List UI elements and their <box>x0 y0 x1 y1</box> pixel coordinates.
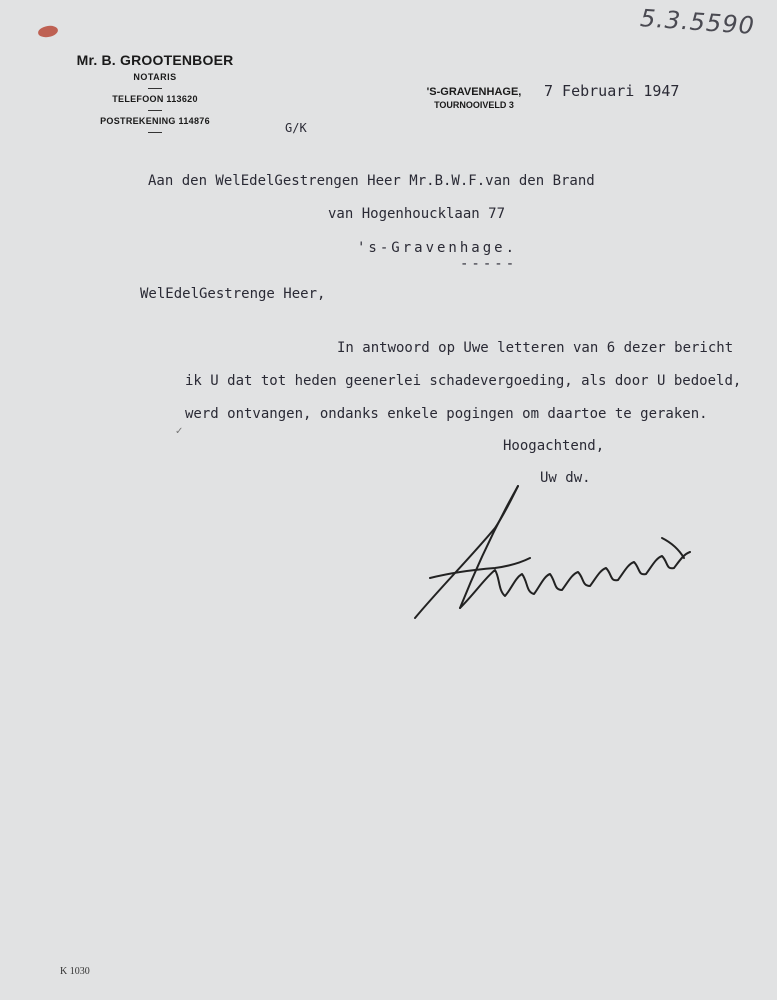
letterhead <box>60 52 250 138</box>
letterhead-city: 'S-GRAVENHAGE, <box>426 86 522 98</box>
phone-number: TELEFOON 113620 <box>112 94 198 104</box>
archive-number: 5.3.5590 <box>639 4 756 40</box>
divider <box>148 88 162 89</box>
addressee-line-2: van Hogenhoucklaan 77 <box>328 206 506 222</box>
addressee-underline: ----- <box>460 256 518 272</box>
divider <box>148 132 162 133</box>
notary-title: NOTARIS <box>133 72 177 82</box>
notary-name: Mr. B. GROOTENBOER <box>76 52 234 68</box>
body-line-2: ik U dat tot heden geenerlei schadevergoeding, als door U bedoeld, <box>185 373 742 389</box>
form-code: K 1030 <box>60 966 90 977</box>
sign-off: Uw dw. <box>540 470 591 486</box>
handwritten-signature <box>400 478 700 628</box>
divider <box>148 110 162 111</box>
body-line-3: werd ontvangen, ondanks enkele pogingen om daartoe te geraken. <box>185 406 708 422</box>
addressee-line-3: 's-Gravenhage. <box>357 240 518 256</box>
body-line-1: In antwoord op Uwe letteren van 6 dezer bericht <box>337 340 734 356</box>
letter-date: 7 Februari 1947 <box>544 82 680 100</box>
pencil-tick-mark: ✓ <box>175 426 184 437</box>
letterhead-address <box>414 86 534 110</box>
red-ink-mark <box>37 24 59 38</box>
reference-code: G/K <box>285 121 307 135</box>
closing: Hoogachtend, <box>503 438 605 454</box>
postal-account: POSTREKENING 114876 <box>100 116 210 126</box>
letterhead-street: TOURNOOIVELD 3 <box>434 100 514 110</box>
salutation: WelEdelGestrenge Heer, <box>140 286 326 302</box>
addressee-line-1: Aan den WelEdelGestrengen Heer Mr.B.W.F.van den Brand <box>148 173 595 189</box>
